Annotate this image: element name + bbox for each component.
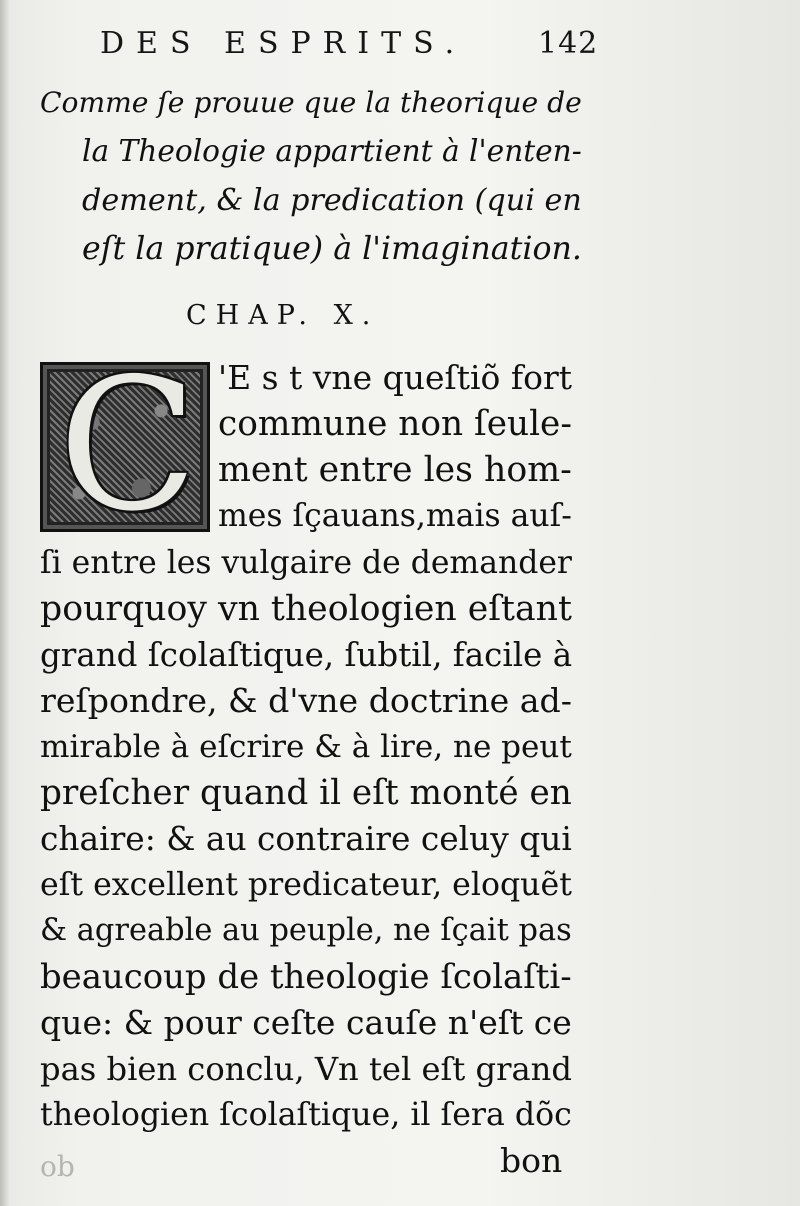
text-line: commune non ſeule- xyxy=(218,404,572,444)
text-line: chaire: & au contraire celuy qui xyxy=(40,820,572,858)
page-number: 142 xyxy=(538,26,599,61)
catchword: bon xyxy=(500,1141,563,1180)
text-line: theologien ſcolaſtique, il ſera dõc xyxy=(40,1097,572,1133)
initial-letter: C xyxy=(58,339,198,551)
text-line: eſt excellent predicateur, eloquẽt xyxy=(40,867,572,903)
summary-line: la Theologie appartient à l'enten- xyxy=(82,134,582,168)
text-line: preſcher quand il eſt monté en xyxy=(40,773,572,813)
text-line: que: & pour ceſte cauſe n'eſt ce xyxy=(40,1003,572,1042)
text-line: & agreable au peuple, ne ſçait pas xyxy=(40,913,572,948)
text-line: pourquoy vn theologien eſtant xyxy=(40,589,572,629)
text-line: mes ſçauans,mais auſ- xyxy=(218,498,572,534)
text-line: ſi entre les vulgaire de demander xyxy=(40,545,572,581)
text-line: grand ſcolaſtique, ſubtil, facile à xyxy=(40,636,573,674)
summary-line: eſt la pratique) à l'imagination. xyxy=(82,231,582,267)
running-title: DES ESPRITS. xyxy=(100,26,467,61)
summary-line: Comme ſe prouue que la theorique de xyxy=(40,86,582,119)
text-line: 'E s t vne queſtiõ fort xyxy=(218,358,572,397)
summary-line: dement, & la predication (qui en xyxy=(82,183,582,218)
chapter-heading: CHAP. X. xyxy=(186,300,380,331)
text-line: mirable à eſcrire & à lire, ne peut xyxy=(40,729,572,765)
text-line: beaucoup de theologie ſcolaſti- xyxy=(40,957,572,996)
text-line: reſpondre, & d'vne doctrine ad- xyxy=(40,681,572,720)
bleed-through-text: ob xyxy=(40,1150,75,1183)
text-line: pas bien conclu, Vn tel eſt grand xyxy=(40,1050,572,1088)
text-line: ment entre les hom- xyxy=(218,450,572,490)
